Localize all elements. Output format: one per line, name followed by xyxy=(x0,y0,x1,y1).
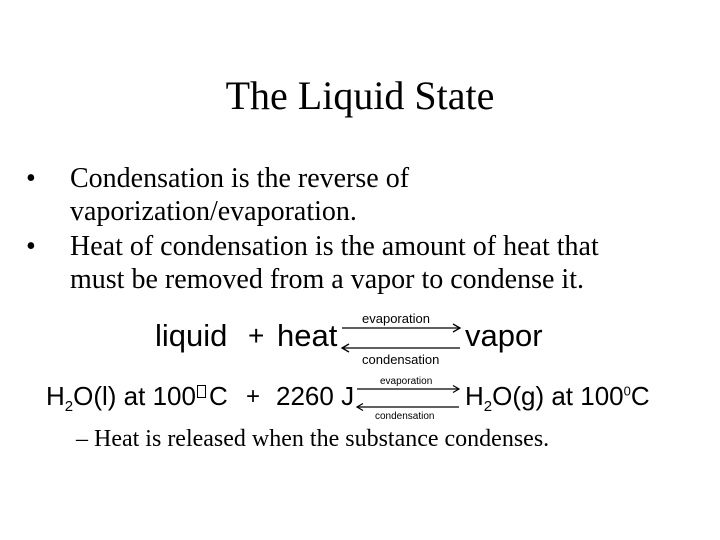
eq1-vapor: vapor xyxy=(465,318,543,353)
eq2-h-left: H xyxy=(46,381,65,411)
eq2-left-unit: C xyxy=(208,381,228,411)
bullet-2-line-1: Heat of condensation is the amount of heat that xyxy=(70,231,599,262)
eq2-subscript-left: 2 xyxy=(64,398,74,415)
eq2-right-degree: 0 xyxy=(623,383,631,399)
eq2-right-unit: C xyxy=(630,381,650,411)
missing-glyph-icon xyxy=(197,385,206,398)
eq1-equilibrium-arrows-icon xyxy=(336,322,466,354)
eq2-left-rest: O(l) at 100 xyxy=(73,381,196,411)
sub-bullet: – Heat is released when the substance condenses. xyxy=(76,426,550,452)
eq2-plus: + xyxy=(246,383,261,410)
eq2-reverse-label: condensation xyxy=(375,411,435,422)
eq2-h-right: H xyxy=(465,381,484,411)
eq2-right-side xyxy=(465,381,650,415)
eq2-right-rest: O(g) at 100 xyxy=(492,381,624,411)
slide-title: The Liquid State xyxy=(225,73,495,118)
bullet-marker: • xyxy=(26,231,36,262)
eq2-equilibrium-arrows-icon xyxy=(352,384,464,412)
bullet-2-line-2: must be removed from a vapor to condense it. xyxy=(70,264,584,295)
eq1-plus: + xyxy=(248,320,265,351)
eq2-forward-label: evaporation xyxy=(380,376,433,387)
eq2-energy: 2260 J xyxy=(276,381,355,411)
bullet-1-line-2: vaporization/evaporation. xyxy=(70,196,357,227)
eq1-forward-label: evaporation xyxy=(362,311,430,326)
bullet-1-line-1: Condensation is the reverse of xyxy=(70,163,410,194)
eq1-liquid: liquid xyxy=(155,318,228,353)
eq1-heat: heat xyxy=(277,318,338,353)
eq1-reverse-label: condensation xyxy=(362,352,440,367)
bullet-marker: • xyxy=(26,163,36,194)
eq2-subscript-right: 2 xyxy=(483,398,493,415)
eq2-left-side xyxy=(46,381,228,415)
